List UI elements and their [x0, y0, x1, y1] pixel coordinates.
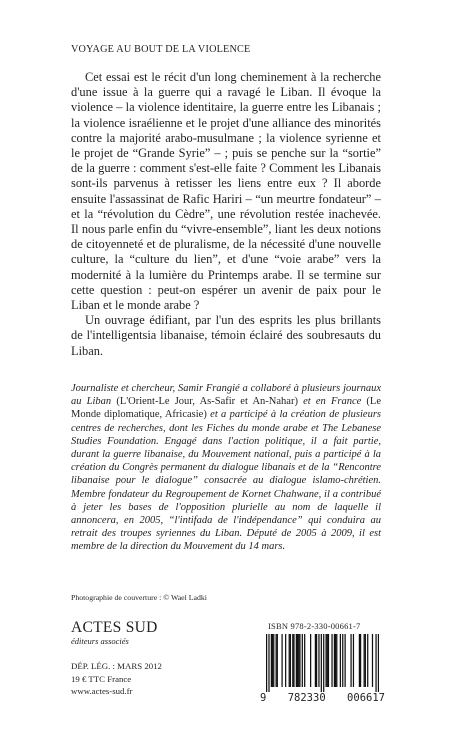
barcode-bar — [372, 634, 373, 687]
barcode-bar — [272, 634, 273, 687]
barcode-digits — [260, 692, 385, 704]
barcode-icon — [266, 634, 379, 692]
barcode-bar — [290, 634, 291, 687]
barcode-bar — [271, 634, 272, 687]
barcode-bar — [277, 634, 278, 687]
price: 19 € TTC France — [71, 673, 132, 684]
book-title-header: VOYAGE AU BOUT DE LA VIOLENCE — [71, 44, 251, 55]
barcode-digit-group: 006617 — [347, 692, 385, 704]
barcode-bar — [285, 634, 286, 687]
barcode-bar — [331, 634, 332, 687]
author-bio-segment: (L'Orient-Le Jour, As-Safir et An-Nahar) — [116, 396, 304, 408]
legal-info — [71, 660, 162, 698]
barcode-bar — [365, 634, 366, 687]
barcode-bar — [293, 634, 294, 687]
author-bio-segment: et a participé à la création de plusieurs centres de recherches, dont les Fiches du monde arabe et The Lebanese Studies Foundation. Engagé dans l'action politique, il a fait partie, durant la guerre libanaise, du Mouvement national, puis a participé à la création du Congrès permanent du dialogue libanais et de la “Rencontre libanaise pour le dialogue” consacrée au dialogue islamo-chrétien. Membre fondateur du Regroupement de Kornet Chahwane, il a contribué à jeter les bases de l'opposition plurielle au nom de laquelle il annoncera, en 2005, “l'intifada de l'indépendance” qui conduira au retrait des troupes syriennes du Liban. Député de 2005 à 2009, il est membre de la direction du Mouvement du 14 mars. — [71, 409, 381, 553]
barcode-bar — [325, 634, 326, 687]
legal-deposit: DÉP. LÉG. : MARS 2012 — [71, 661, 162, 671]
book-summary — [71, 70, 381, 359]
barcode-bar — [304, 634, 305, 687]
author-bio-segment: Journaliste et chercheur, Samir Frangié a collaboré à plusieurs journaux au Liban — [71, 383, 381, 408]
barcode-bar — [340, 634, 341, 687]
isbn-label: ISBN 978-2-330-00661-7 — [268, 621, 361, 631]
barcode-bar — [276, 634, 277, 687]
barcode-digit-group: 9 — [260, 692, 267, 704]
barcode-bar — [364, 634, 365, 687]
barcode-bar — [353, 634, 354, 687]
barcode-bar — [350, 634, 351, 687]
barcode-bar — [328, 634, 329, 687]
barcode-bar — [360, 634, 361, 687]
barcode-bar — [345, 634, 346, 687]
publisher-subtitle: éditeurs associés — [71, 636, 129, 646]
barcode-bar — [342, 634, 343, 687]
author-bio-segment: (Le Monde diplomatique, Africasie) — [71, 396, 381, 421]
barcode-bar — [334, 634, 335, 687]
barcode-bar — [335, 634, 336, 687]
barcode-bar — [315, 634, 316, 687]
summary-paragraph: Cet essai est le récit d'un long cheminement à la recherche d'une issue à la guerre qui a ravagé le Liban. Il évoque la violence – la violence identitaire, la guerre entre les Libanais ; la violence israélienne et le projet d'une alliance des minorités contre la majorité arabo-musulmane ; la violence syrienne et le projet de “Grande Syrie” – ; puis se penche sur la “sortie” de la guerre : comment s'est-elle faite ? Comment les Libanais sont-ils parvenus à retisser les liens entre eux ? Il aborde ensuite l'assassinat de Rafic Hariri – “un meurtre fondateur” – et la “révolution du Cèdre”, une révolution restée inachevée. Il nous parle enfin du “vivre-ensemble”, liant les deux notions de citoyenneté et de pluralisme, de la nécessité d'une nouvelle culture, la “culture du lien”, et d'une “voie arabe” vers la modernité à la lumière du Printemps arabe. Il se termine sur cette question : peut-on espérer un avenir de paix pour le Liban et le monde arabe ? — [71, 70, 381, 313]
barcode-bar — [367, 634, 368, 687]
barcode-bar — [336, 634, 337, 687]
barcode-bar — [375, 634, 376, 692]
barcode-bar — [268, 634, 269, 692]
barcode-bar — [378, 634, 379, 692]
barcode-digit-group: 782330 — [287, 692, 326, 704]
barcode-bar — [323, 634, 324, 692]
barcode-bar — [327, 634, 328, 687]
author-bio-paragraph — [71, 382, 381, 554]
barcode-bar — [266, 634, 267, 692]
barcode-bar — [273, 634, 274, 687]
barcode-bar — [302, 634, 303, 687]
barcode-bar — [292, 634, 293, 687]
author-bio-segment: et en France — [303, 396, 367, 408]
barcode-bar — [316, 634, 317, 687]
author-bio — [71, 382, 381, 554]
barcode-bar — [318, 634, 319, 687]
summary-paragraph: Un ouvrage édifiant, par l'un des esprits les plus brillants de l'intelligentsia libanaise, témoin éclairé des soubresauts du Liban. — [71, 313, 381, 358]
barcode-bar — [298, 634, 299, 687]
barcode-bar — [299, 634, 300, 687]
publisher-logo: ACTES SUD — [71, 619, 158, 636]
barcode-bar — [321, 634, 322, 692]
barcode-bar — [297, 634, 298, 687]
website-link[interactable]: www.actes-sud.fr — [71, 686, 133, 696]
barcode-bar — [289, 634, 290, 687]
publisher-block — [71, 620, 158, 646]
barcode-bar — [359, 634, 360, 687]
photo-credit: Photographie de couverture : © Wael Ladki — [71, 593, 207, 602]
barcode-bar — [310, 634, 311, 687]
barcode-bar — [296, 634, 297, 687]
barcode-bar — [281, 634, 282, 687]
